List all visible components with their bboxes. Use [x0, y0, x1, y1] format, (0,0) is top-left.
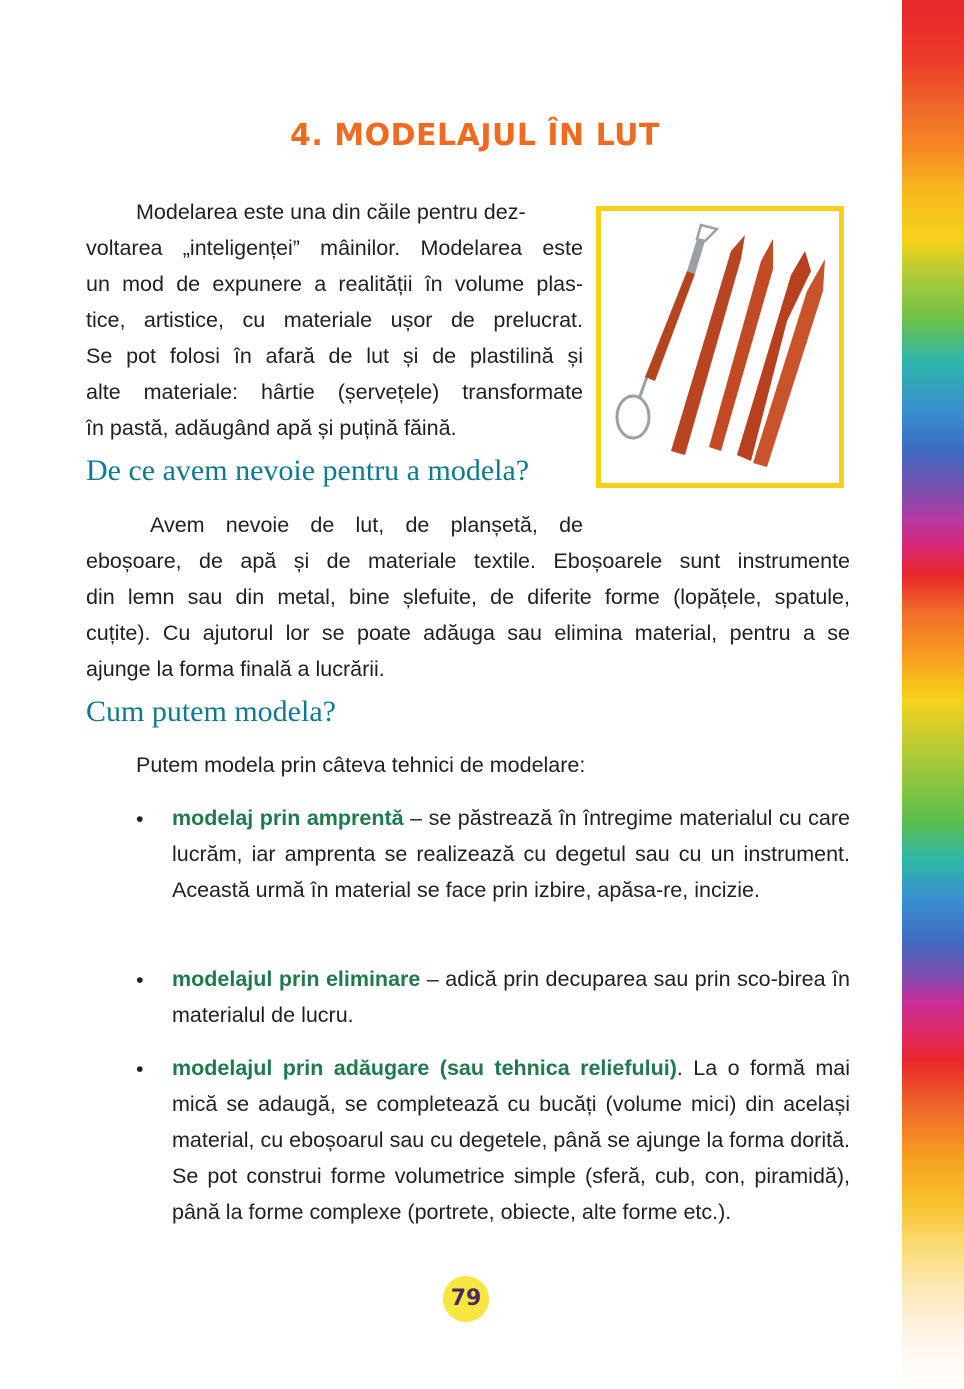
- clay-tools-photo: [596, 206, 844, 488]
- technique-description: . La o formă mai mică se adaugă, se completează cu bucăți (volume mici) din același material, cu eboșoarul sau cu degetele, până se ajunge la forma dorită. Se pot construi forme volumetrice simple (sferă, cub, con, piramidă), până la forme complexe (portrete, obiecte, alte forme etc.).: [172, 1056, 850, 1224]
- clay-tools-illustration: [601, 211, 839, 483]
- bullet-marker: •: [136, 1057, 144, 1081]
- section1-first-line: [86, 507, 583, 543]
- technique-term: modelaj prin amprentă: [172, 806, 404, 830]
- intro-line: un mod de expunere a realității în volume plas-: [86, 272, 583, 296]
- technique-term: modelajul prin adăugare (sau tehnica reliefului): [172, 1056, 677, 1080]
- wire-loop-icon: [617, 396, 649, 438]
- page-title: 4. MODELAJUL ÎN LUT: [290, 118, 660, 153]
- section-heading-why: De ce avem nevoie pentru a modela?: [86, 454, 530, 487]
- technique-term: modelajul prin eliminare: [172, 967, 421, 991]
- technique-item: [172, 961, 850, 1033]
- tool-handle-1: [645, 271, 695, 381]
- intro-line: Se pot folosi în afară de lut și de plastilină și: [86, 344, 583, 368]
- intro-line: alte materiale: hârtie (șervețele) transformate: [86, 380, 583, 404]
- paragraph-line: din lemn sau din metal, bine șlefuite, de diferite forme (lopățele, spatule,: [86, 585, 850, 609]
- section1-paragraph: [86, 543, 850, 687]
- technique-description: – se păstrează în întregime materialul cu care lucrăm, iar amprenta se realizează cu degetul sau cu un instrument. Această urmă în material se face prin izbire, apăsa-re, incizie.: [172, 806, 850, 902]
- paragraph-line: eboșoare, de apă și de materiale textile. Eboșoarele sunt instrumente: [86, 549, 850, 573]
- technique-item: [172, 1050, 850, 1230]
- paragraph-line: Putem modela prin câteva tehnici de modelare:: [136, 753, 586, 777]
- paragraph-line: ajunge la forma finală a lucrării.: [86, 657, 385, 681]
- section2-intro: [136, 747, 836, 783]
- intro-line: tice, artistice, cu materiale ușor de prelucrat.: [86, 308, 583, 332]
- intro-paragraph: [86, 194, 583, 446]
- section-heading-how: Cum putem modela?: [86, 695, 336, 728]
- bullet-marker: •: [136, 968, 144, 992]
- wooden-tool-1: [671, 235, 745, 455]
- bullet-marker: •: [136, 807, 144, 831]
- technique-item: [172, 800, 850, 908]
- intro-line: Modelarea este una din căile pentru dez-: [136, 200, 526, 224]
- technique-description: – adică prin decuparea sau prin sco-birea în materialul de lucru.: [172, 967, 850, 1027]
- wooden-tool-2: [709, 239, 773, 451]
- paragraph-line: Avem nevoie de lut, de planșetă, de: [150, 513, 583, 537]
- intro-line: în pastă, adăugând apă și puțină făină.: [86, 416, 457, 440]
- page-number: 79: [443, 1276, 489, 1322]
- intro-line: voltarea „inteligenței” mâinilor. Modelarea este: [86, 236, 583, 260]
- paragraph-line: cuțite). Cu ajutorul lor se poate adăuga sau elimina material, pentru a se: [86, 621, 850, 645]
- rainbow-side-stripe: [902, 0, 964, 1389]
